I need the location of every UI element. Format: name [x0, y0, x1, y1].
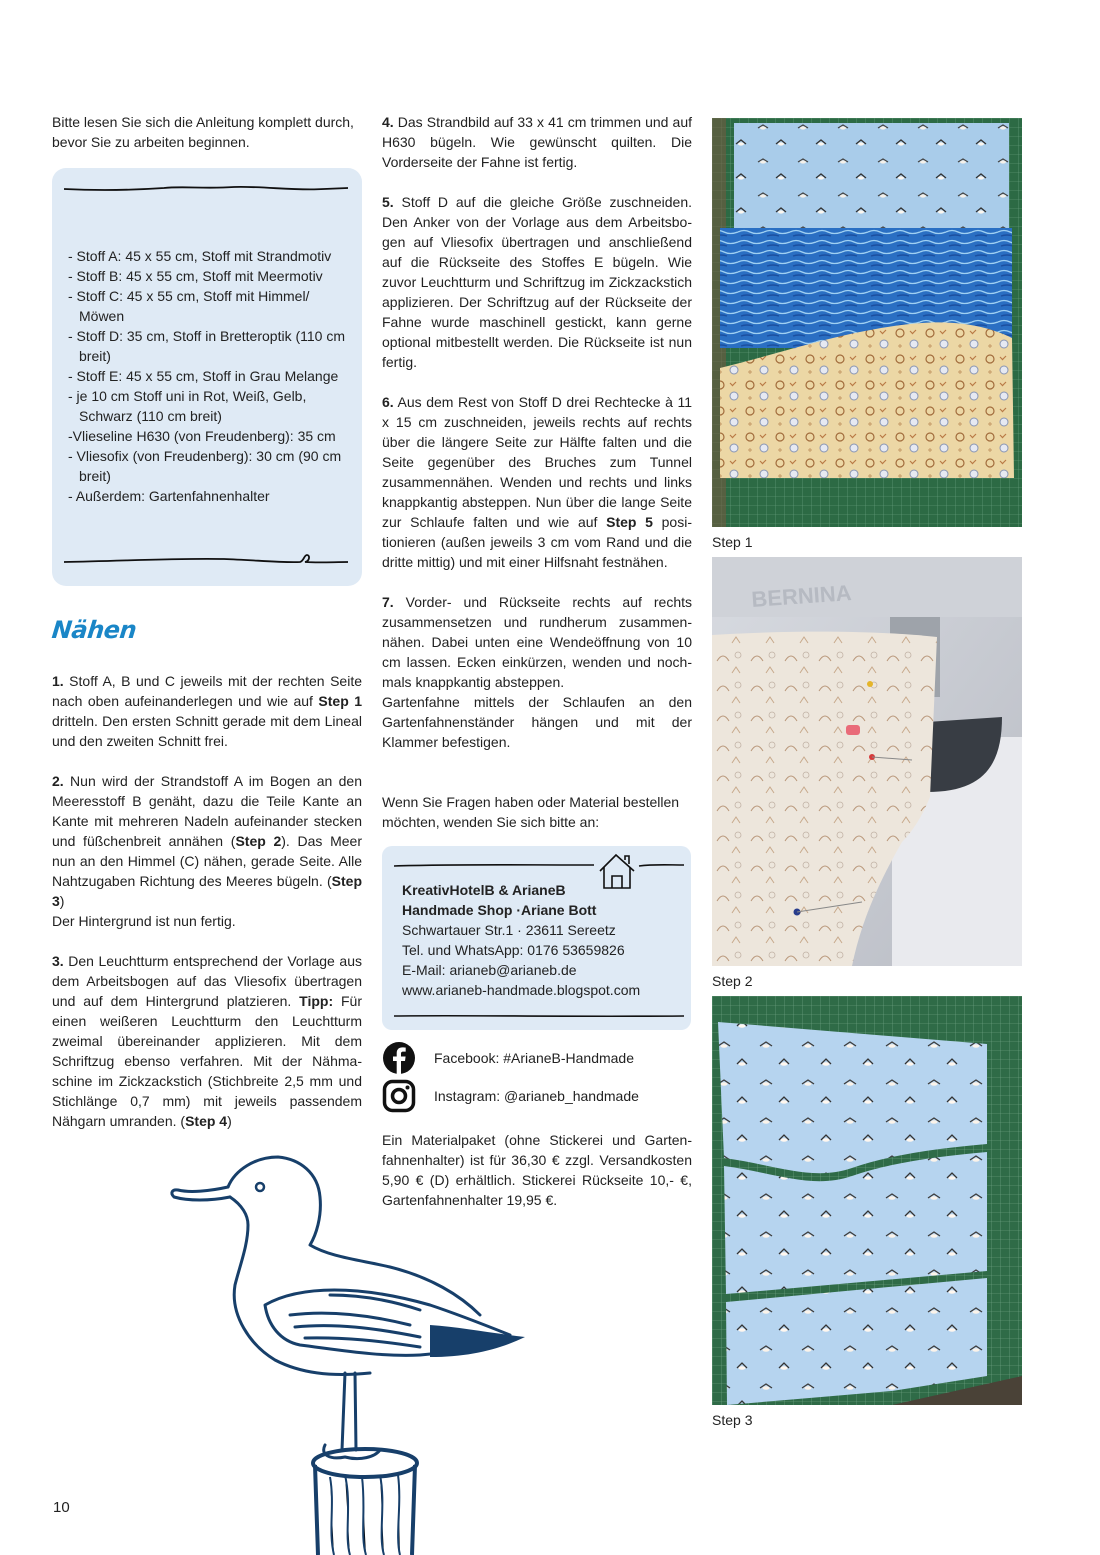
contact-company: KreativHotelB & ArianeB: [402, 882, 566, 898]
step-5: 5. Stoff D auf die gleiche Größe zuschneiden. Den Anker von der Vorlage aus dem Arbeitsbogen auf Vliesofix übertragen und anschließend auf die Rückseite des Stoffes E bügeln. Wie zuvor Leuchtturm und Schriftzug im Zickzackstich applizieren. Der Schriftzug auf der Rückseite der Fahne wurde maschinell gestickt, kann gerne optional mitbestellt werden. Die Rückseite ist nun fertig.: [382, 194, 692, 370]
material-item: - Stoff C: 45 x 55 cm, Stoff mit Himmel/ Möwen: [68, 288, 310, 324]
package-offer-text: Ein Materialpaket (ohne Stickerei und Garten-fahnenhalter) ist für 36,30 € zzgl. Versandkosten 5,90 € (D) erhältlich. Stickerei Rückseite 10,- €, Gartenfahnenhalter 19,95 €.: [382, 1132, 692, 1208]
hand-drawn-rule-bottom: [64, 548, 348, 570]
social-instagram[interactable]: [382, 1078, 692, 1114]
facebook-icon: [382, 1041, 416, 1075]
materials-list: [68, 246, 358, 506]
material-item: - Stoff A: 45 x 55 cm, Stoff mit Strandmotiv: [68, 248, 332, 264]
contact-shop: Handmade Shop ·Ariane Bott: [402, 902, 597, 918]
step-number: 4.: [382, 114, 394, 130]
photo-step-3: [712, 996, 1022, 1405]
hand-drawn-rule: [394, 1010, 684, 1022]
material-item: - Stoff D: 35 cm, Stoff in Bretteroptik (110 cm breit): [68, 328, 345, 364]
intro-paragraph: Bitte lesen Sie sich die Anleitung komplett durch, bevor Sie zu arbeiten beginnen.: [52, 114, 354, 150]
caption-step-3: Step 3: [712, 1412, 753, 1428]
step-number: 7.: [382, 594, 394, 610]
contact-address: Schwartauer Str.1 · 23611 Sereetz: [402, 922, 616, 938]
step-number: 6.: [382, 394, 394, 410]
step-3: 3. Den Leuchtturm entsprechend der Vorlage aus dem Arbeitsbogen auf das Vliesofix übertragen und auf dem Hintergrund platzieren. Tipp: Für einen weißeren Leuchtturm den Leuchtturm zweimal übereinander applizieren. Mit dem Schriftzug ebenso verfahren. Mit der Nähmaschine im Zickzackstich (Stichbreite 2,5 mm und Stichlänge 0,7 mm) mit jeweils passendem Nähgarn umranden. (Step 4): [52, 953, 362, 1129]
material-item: - Vliesofix (von Freudenberg): 30 cm (90 cm breit): [68, 448, 342, 484]
material-item: - Stoff E: 45 x 55 cm, Stoff in Grau Melange: [68, 368, 339, 384]
step-number: 1.: [52, 673, 64, 689]
instagram-label: Instagram: @arianeb_handmade: [434, 1088, 639, 1104]
steps-middle-column: [382, 112, 692, 772]
step-2: 2. Nun wird der Strandstoff A im Bogen an den Meeresstoff B genäht, dazu die Teile Kante an Kante mit mehreren Nadeln aufeinander stecken und füßchenbreit annähen (Step 2). Das Meer nun an den Himmel (C) nähen, gerade Seite. Alle Nahtzugaben Richtung des Meeres bügeln. (Step 3) Der Hintergrund ist nun fertig.: [52, 773, 363, 929]
step-number: 2.: [52, 773, 64, 789]
caption-step-2: Step 2: [712, 973, 753, 989]
instagram-icon: [382, 1079, 416, 1113]
photo-step-1: [712, 118, 1022, 527]
step-number: 5.: [382, 194, 394, 210]
material-item: - Außerdem: Gartenfahnenhalter: [68, 488, 270, 504]
contact-intro: [382, 792, 692, 832]
contact-email[interactable]: E-Mail: arianeb@arianeb.de: [402, 962, 577, 978]
caption-step-1: Step 1: [712, 534, 753, 550]
photo-step-2: [712, 557, 1022, 966]
section-heading: Nähen: [50, 616, 138, 644]
steps-left-column: [52, 671, 362, 1151]
step-number: 3.: [52, 953, 64, 969]
contact-box: [382, 846, 691, 1030]
intro-text: [52, 112, 362, 152]
social-facebook[interactable]: [382, 1040, 692, 1076]
page-number: 10: [53, 1499, 70, 1516]
materials-box: [52, 168, 362, 586]
contact-details: [402, 880, 687, 1000]
material-item: - Stoff B: 45 x 55 cm, Stoff mit Meermotiv: [68, 268, 323, 284]
contact-website[interactable]: www.arianeb-handmade.blogspot.com: [402, 982, 641, 998]
step-7: 7. Vorder- und Rückseite rechts auf rechts zusammensetzen und rundherum zusammennähen. Dabei unten eine Wendeöffnung von 10 cm lassen. Ecken einkürzen, wenden und nochmals knappkantig absteppen. Gartenfahne mittels der Schlaufen an den Gartenfahnenständer hängen und mit der Klammer befestigen.: [382, 594, 692, 750]
svg-text:BERNINA: BERNINA: [750, 580, 853, 612]
facebook-label: Facebook: #ArianeB-Handmade: [434, 1050, 635, 1066]
contact-intro-text: Wenn Sie Fragen haben oder Material bestellen möchten, wenden Sie sich bitte an:: [382, 794, 680, 830]
step-6: 6. Aus dem Rest von Stoff D drei Rechtecke à 11 x 15 cm zuschneiden, jeweils rechts auf rechts über die längere Seite zur Hälfte falten und die Seite gegenüber des Bruches zum Tunnel zusammennähen. Wenden und rechts und links knappkantig absteppen. Nun über die lange Seite zur Schlaufe falten und wie auf Step 5 positionieren (außen jeweils 3 cm vom Rand und die dritte mittig) und mit einer Hilfsnaht festnähen.: [382, 394, 692, 570]
step-1: 1. Stoff A, B und C jeweils mit der rechten Seite nach oben aufeinanderlegen und wie auf Step 1 dritteln. Den ersten Schnitt gerade mit dem Lineal und den zweiten Schnitt frei.: [52, 673, 363, 749]
hand-drawn-rule-top: [64, 178, 348, 198]
material-item: - je 10 cm Stoff uni in Rot, Weiß, Gelb, Schwarz (110 cm breit): [68, 388, 307, 424]
contact-phone: Tel. und WhatsApp: 0176 53659826: [402, 942, 625, 958]
step-4: 4. Das Strandbild auf 33 x 41 cm trimmen und auf H630 bügeln. Wie gewünscht quilten. Die Vorderseite der Fahne ist fertig.: [382, 114, 692, 170]
material-item: -Vlieseline H630 (von Freudenberg): 35 cm: [68, 428, 336, 444]
seagull-illustration: [130, 1145, 530, 1555]
